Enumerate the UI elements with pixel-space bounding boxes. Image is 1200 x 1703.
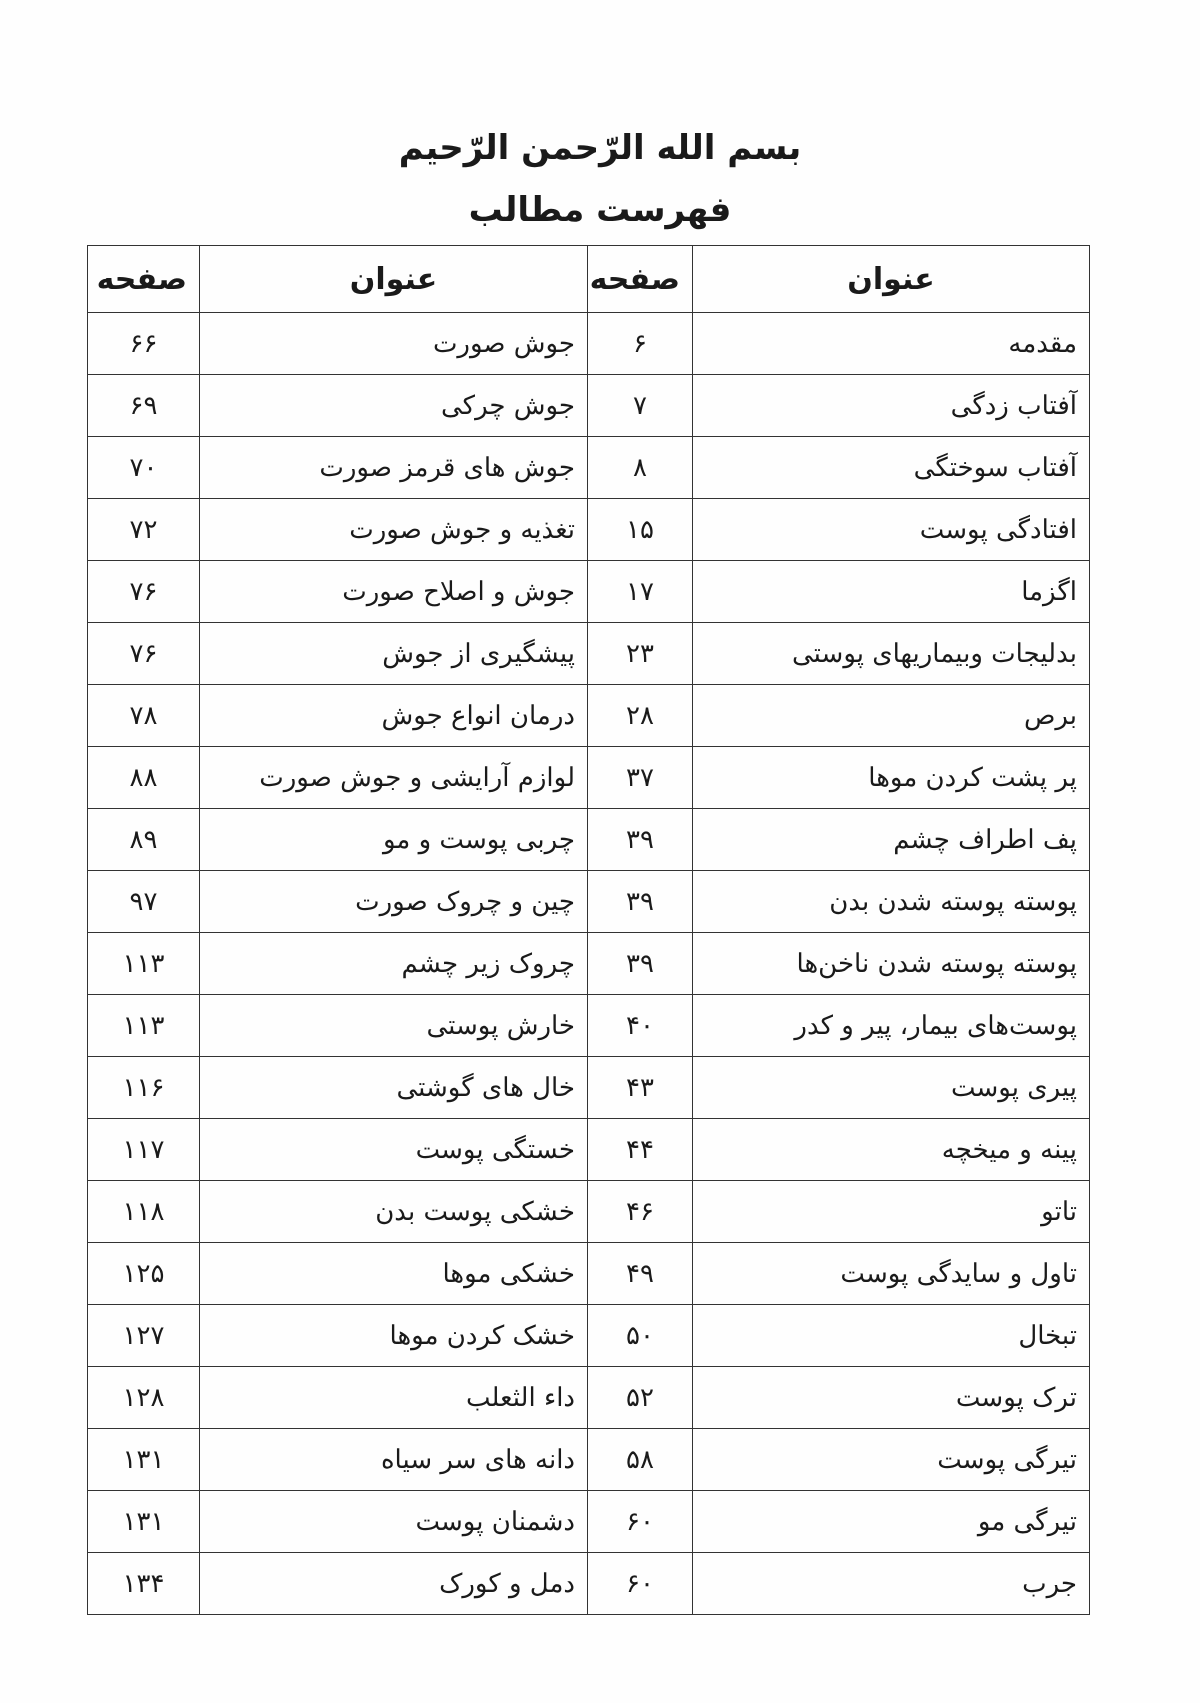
toc-entry-title: جوش های قرمز صورت: [200, 437, 588, 499]
toc-entry-page: ۴۹: [588, 1243, 693, 1305]
toc-entry-page: ۱۱۳: [88, 995, 200, 1057]
toc-entry-title: تاتو: [693, 1181, 1090, 1243]
toc-entry-page: ۷۶: [88, 561, 200, 623]
toc-entry-page: ۴۰: [588, 995, 693, 1057]
toc-entry-title: آفتاب سوختگی: [693, 437, 1090, 499]
table-row: [88, 375, 1090, 437]
toc-body: [88, 313, 1090, 1615]
toc-entry-title: درمان انواع جوش: [200, 685, 588, 747]
column-header-title: عنوان: [693, 246, 1090, 313]
toc-entry-title: داء الثعلب: [200, 1367, 588, 1429]
toc-entry-page: ۱۲۵: [88, 1243, 200, 1305]
toc-entry-page: ۱۱۷: [88, 1119, 200, 1181]
toc-entry-title: دشمنان پوست: [200, 1491, 588, 1553]
toc-entry-title: خشکی پوست بدن: [200, 1181, 588, 1243]
toc-entry-page: ۱۳۴: [88, 1553, 200, 1615]
toc-entry-page: ۱۲۷: [88, 1305, 200, 1367]
table-row: [88, 623, 1090, 685]
toc-entry-title: جوش چرکی: [200, 375, 588, 437]
column-header-page: صفحه: [588, 246, 693, 313]
column-header-page: صفحه: [88, 246, 200, 313]
table-row: [88, 747, 1090, 809]
table-row: [88, 561, 1090, 623]
toc-entry-title: پینه و میخچه: [693, 1119, 1090, 1181]
toc-entry-title: برص: [693, 685, 1090, 747]
toc-entry-title: دمل و کورک: [200, 1553, 588, 1615]
toc-entry-title: جوش صورت: [200, 313, 588, 375]
toc-entry-title: چروک زیر چشم: [200, 933, 588, 995]
column-header-title: عنوان: [200, 246, 588, 313]
toc-entry-page: ۷۶: [88, 623, 200, 685]
toc-entry-title: مقدمه: [693, 313, 1090, 375]
toc-entry-title: پیری پوست: [693, 1057, 1090, 1119]
toc-entry-page: ۴۶: [588, 1181, 693, 1243]
toc-entry-title: پوسته پوسته شدن بدن: [693, 871, 1090, 933]
toc-entry-title: افتادگی پوست: [693, 499, 1090, 561]
table-row: [88, 1057, 1090, 1119]
table-row: [88, 1429, 1090, 1491]
table-row: [88, 313, 1090, 375]
table-row: [88, 809, 1090, 871]
table-row: [88, 1243, 1090, 1305]
toc-entry-page: ۴۴: [588, 1119, 693, 1181]
toc-header-row: [88, 246, 1090, 313]
toc-entry-page: ۶۰: [588, 1491, 693, 1553]
toc-entry-title: چین و چروک صورت: [200, 871, 588, 933]
basmala-heading: بسم الله الرّحمن الرّحیم: [398, 128, 802, 168]
toc-entry-title: تیرگی پوست: [693, 1429, 1090, 1491]
toc-entry-title: دانه های سر سیاه: [200, 1429, 588, 1491]
table-row: [88, 1367, 1090, 1429]
toc-entry-page: ۱۳۱: [88, 1491, 200, 1553]
toc-entry-title: جوش و اصلاح صورت: [200, 561, 588, 623]
toc-entry-page: ۱۷: [588, 561, 693, 623]
toc-entry-page: ۶۶: [88, 313, 200, 375]
toc-entry-title: لوازم آرایشی و جوش صورت: [200, 747, 588, 809]
toc-entry-title: پیشگیری از جوش: [200, 623, 588, 685]
toc-table: [87, 245, 1090, 1615]
table-row: [88, 1305, 1090, 1367]
toc-entry-title: پوست‌های بیمار، پیر و کدر: [693, 995, 1090, 1057]
table-row: [88, 995, 1090, 1057]
toc-entry-page: ۵۸: [588, 1429, 693, 1491]
toc-entry-page: ۳۹: [588, 809, 693, 871]
toc-entry-title: خستگی پوست: [200, 1119, 588, 1181]
toc-entry-page: ۱۲۸: [88, 1367, 200, 1429]
toc-entry-page: ۵۲: [588, 1367, 693, 1429]
table-row: [88, 1553, 1090, 1615]
toc-entry-page: ۴۳: [588, 1057, 693, 1119]
toc-entry-page: ۵۰: [588, 1305, 693, 1367]
toc-entry-page: ۳۹: [588, 871, 693, 933]
toc-entry-page: ۱۵: [588, 499, 693, 561]
toc-entry-page: ۳۷: [588, 747, 693, 809]
toc-entry-title: ترک پوست: [693, 1367, 1090, 1429]
toc-entry-title: پر پشت کردن موها: [693, 747, 1090, 809]
table-row: [88, 685, 1090, 747]
table-row: [88, 1119, 1090, 1181]
toc-entry-title: پف اطراف چشم: [693, 809, 1090, 871]
toc-entry-page: ۷۰: [88, 437, 200, 499]
toc-entry-page: ۲۳: [588, 623, 693, 685]
toc-entry-title: تاول و سایدگی پوست: [693, 1243, 1090, 1305]
toc-entry-page: ۸۸: [88, 747, 200, 809]
toc-entry-page: ۱۱۸: [88, 1181, 200, 1243]
toc-entry-title: تیرگی مو: [693, 1491, 1090, 1553]
toc-entry-page: ۶۰: [588, 1553, 693, 1615]
toc-entry-page: ۶۹: [88, 375, 200, 437]
toc-entry-page: ۱۱۳: [88, 933, 200, 995]
toc-entry-page: ۳۹: [588, 933, 693, 995]
toc-entry-title: تبخال: [693, 1305, 1090, 1367]
toc-entry-title: آفتاب زدگی: [693, 375, 1090, 437]
toc-entry-page: ۲۸: [588, 685, 693, 747]
table-row: [88, 1491, 1090, 1553]
toc-entry-page: ۶: [588, 313, 693, 375]
toc-entry-title: تغذیه و جوش صورت: [200, 499, 588, 561]
toc-entry-page: ۹۷: [88, 871, 200, 933]
table-row: [88, 1181, 1090, 1243]
table-row: [88, 437, 1090, 499]
toc-entry-page: ۷: [588, 375, 693, 437]
toc-entry-page: ۱۱۶: [88, 1057, 200, 1119]
page-title: فهرست مطالب: [468, 190, 732, 230]
toc-entry-title: پوسته پوسته شدن ناخن‌ها: [693, 933, 1090, 995]
toc-entry-page: ۷۸: [88, 685, 200, 747]
toc-entry-page: ۸۹: [88, 809, 200, 871]
toc-entry-title: جرب: [693, 1553, 1090, 1615]
toc-entry-page: ۷۲: [88, 499, 200, 561]
table-row: [88, 871, 1090, 933]
toc-entry-title: خشکی موها: [200, 1243, 588, 1305]
table-row: [88, 499, 1090, 561]
toc-entry-page: ۱۳۱: [88, 1429, 200, 1491]
toc-entry-title: بدلیجات وبیماریهای پوستی: [693, 623, 1090, 685]
toc-entry-title: خشک کردن موها: [200, 1305, 588, 1367]
toc-entry-title: خارش پوستی: [200, 995, 588, 1057]
toc-entry-title: اگزما: [693, 561, 1090, 623]
toc-entry-page: ۸: [588, 437, 693, 499]
toc-entry-title: خال های گوشتی: [200, 1057, 588, 1119]
table-row: [88, 933, 1090, 995]
toc-entry-title: چربی پوست و مو: [200, 809, 588, 871]
